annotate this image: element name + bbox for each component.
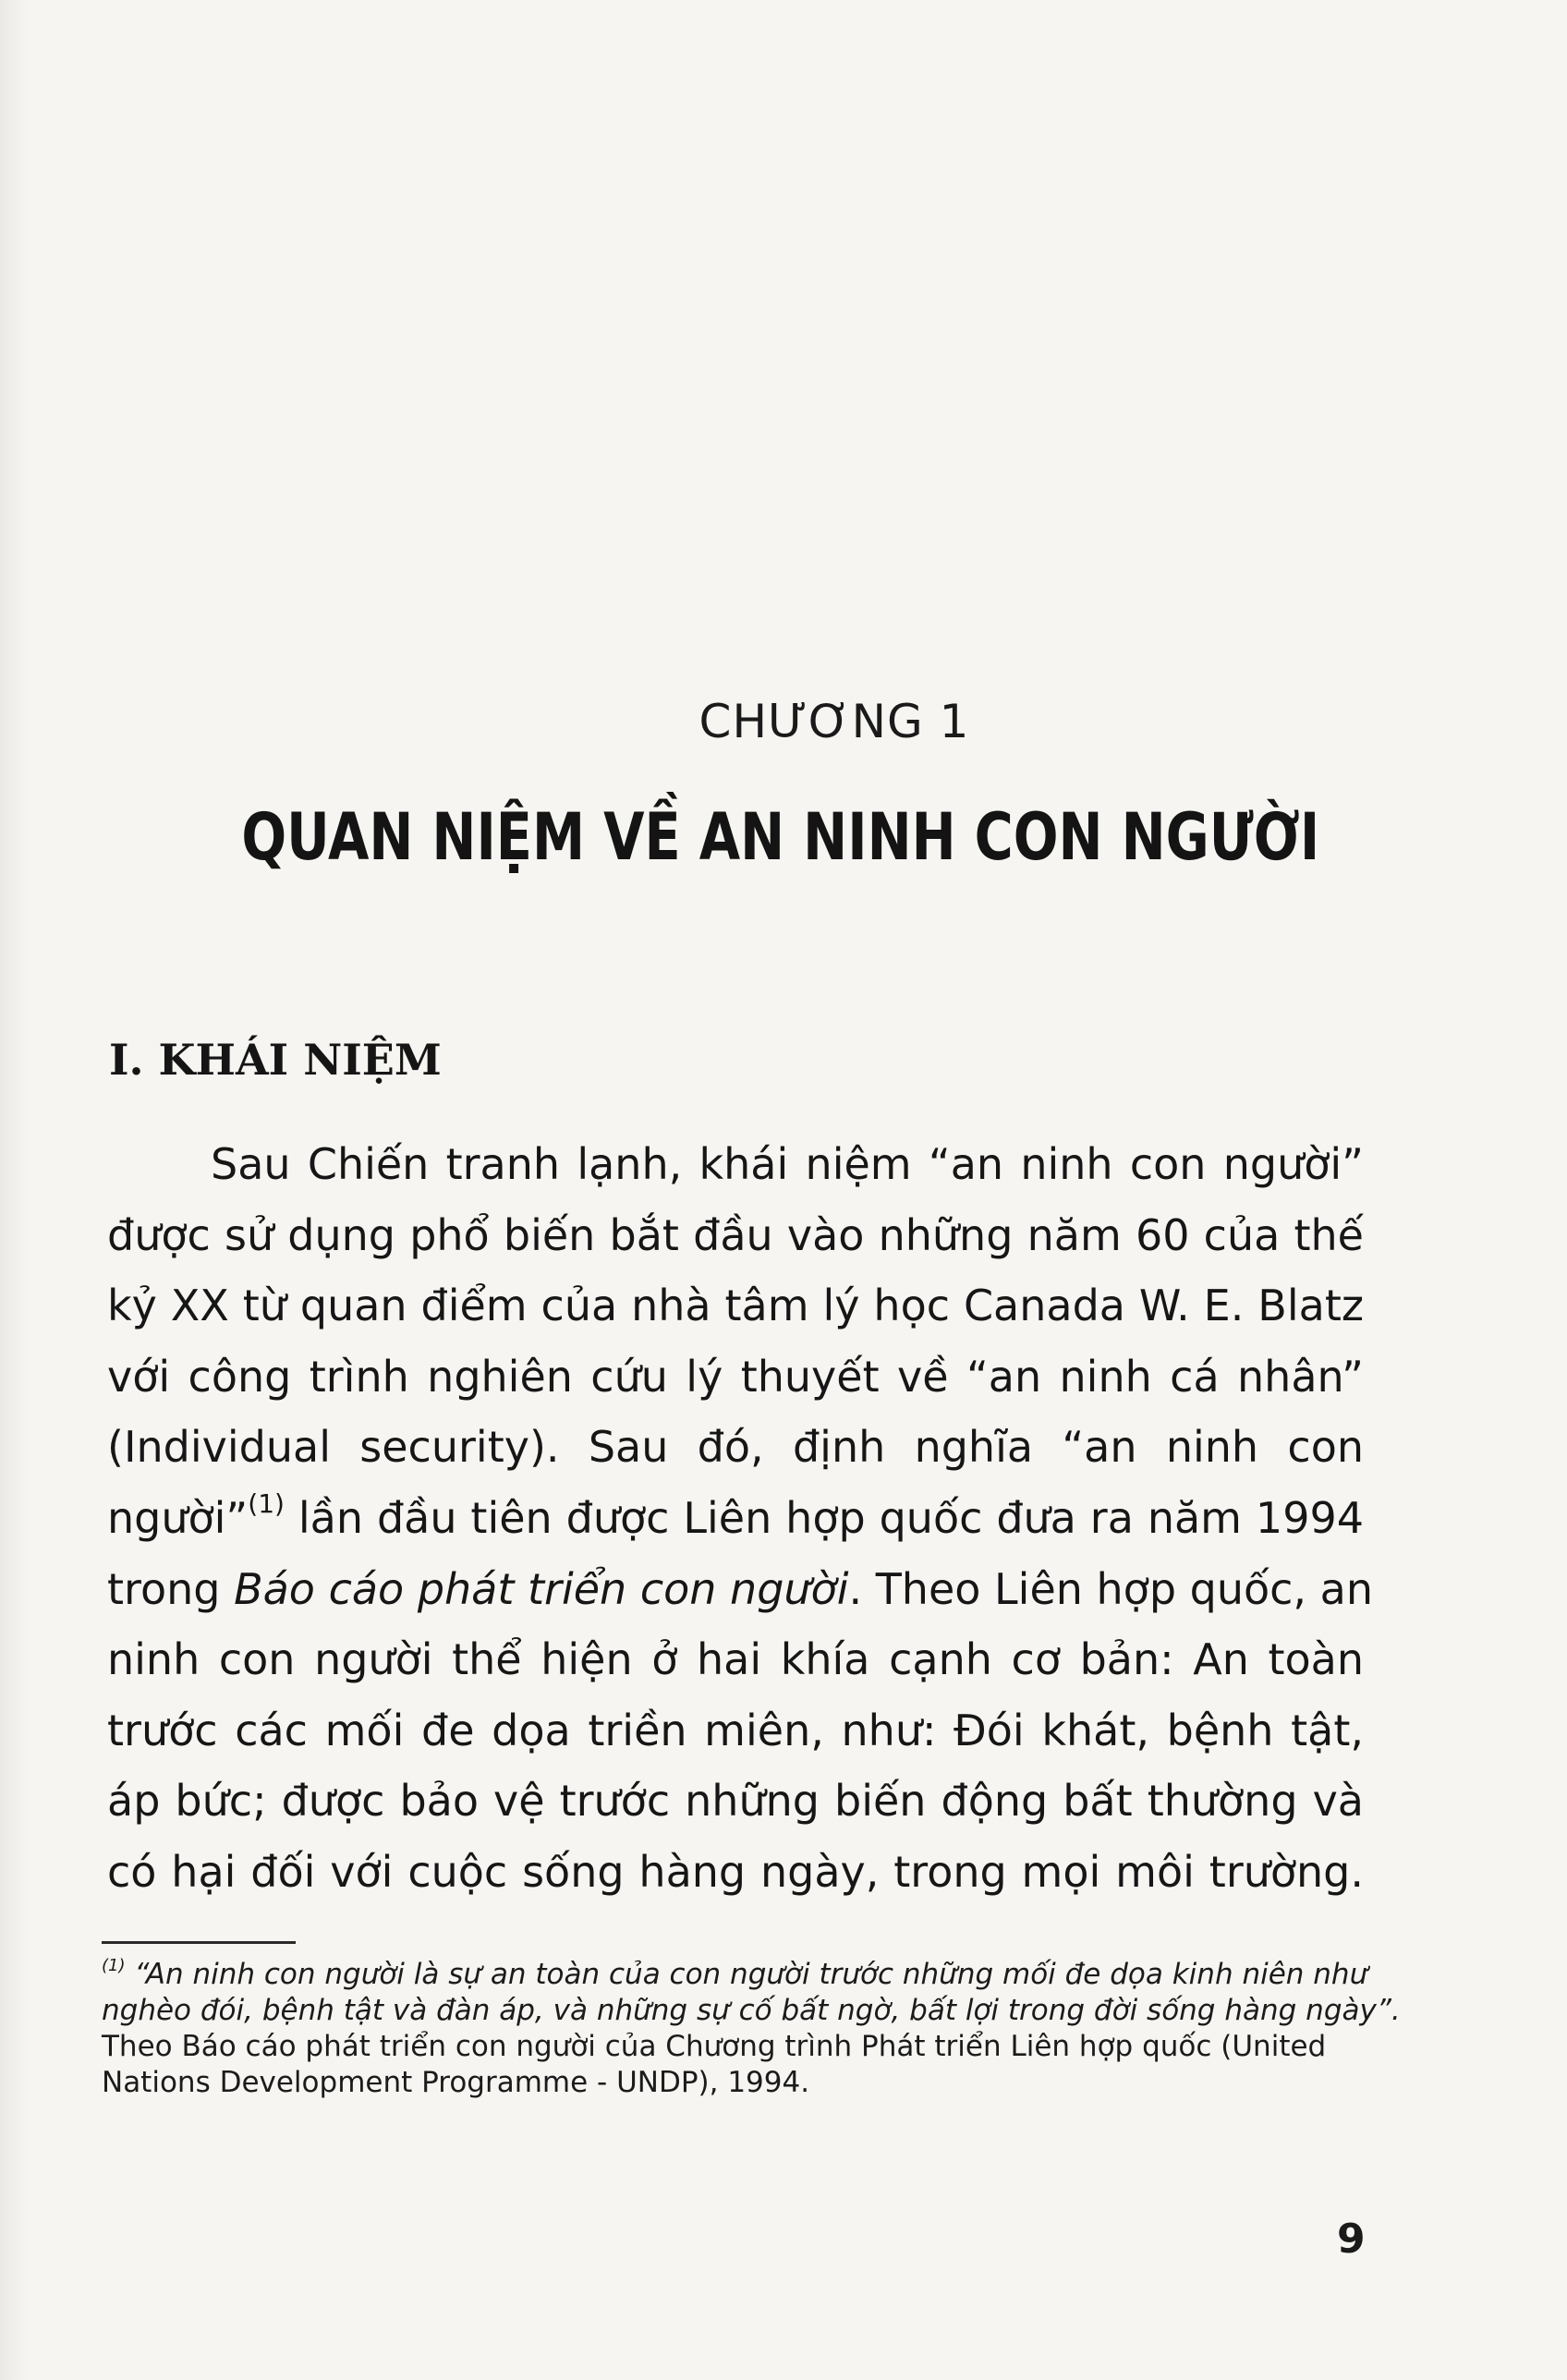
body-line: với công trình nghiên cứu lý thuyết về “an ninh cá nhân” [107,1351,1364,1402]
body-paragraph [107,1129,1374,1908]
body-line: Sau Chiến tranh lạnh, khái niệm “an ninh con người” [211,1139,1364,1189]
footnote-divider [102,1941,296,1944]
body-line: (Individual security). Sau đó, định nghĩa “an ninh con [107,1422,1364,1473]
body-text-fragment: . Theo Liên hợp quốc, an [848,1563,1374,1614]
body-line: kỷ XX từ quan điểm của nhà tâm lý học Canada W. E. Blatz [107,1281,1364,1331]
footnote-line: Theo Báo cáo phát triển con người của Chương trình Phát triển Liên hợp quốc (United [102,2030,1327,2063]
body-text-fragment: trong [107,1563,235,1614]
body-line: có hại đối với cuộc sống hàng ngày, trong mọi môi trường. [107,1846,1364,1897]
body-line [107,1483,1364,1554]
footnote-line: nghèo đói, bệnh tật và đàn áp, và những sự cố bất ngờ, bất lợi trong đời sống hàng ngày”. [102,1994,1401,2027]
body-line: ninh con người thể hiện ở hai khía cạnh cơ bản: An toàn [107,1634,1364,1685]
body-line: được sử dụng phổ biến bắt đầu vào những năm 60 của thế [107,1209,1364,1260]
body-line: áp bức; được bảo vệ trước những biến động bất thường và [107,1776,1364,1827]
footnote [102,1956,1401,2101]
footnote-line [102,1957,1367,1993]
footnote-reference[interactable]: (1) [248,1488,285,1519]
page-number: 9 [1337,2216,1366,2263]
chapter-title: QUAN NIỆM VỀ AN NINH CON NGƯỜI [241,799,1320,875]
body-text-fragment: lần đầu tiên được Liên hợp quốc đưa ra năm 1994 [284,1492,1364,1543]
footnote-text-fragment: “An ninh con người là sự an toàn của con người trước những mối đe dọa kinh niên như [125,1958,1368,1991]
footnote-marker: (1) [102,1956,126,1975]
report-title-italic: Báo cáo phát triển con người [234,1563,849,1614]
footnote-line: Nations Development Programme - UNDP), 1994. [102,2066,810,2099]
section-heading: I. KHÁI NIỆM [109,1035,442,1085]
body-line [107,1554,1374,1625]
chapter-label: CHƯƠNG 1 [698,695,970,748]
body-line: trước các mối đe dọa triền miên, như: Đói khát, bệnh tật, [107,1705,1364,1755]
body-text-fragment: người” [107,1492,249,1543]
